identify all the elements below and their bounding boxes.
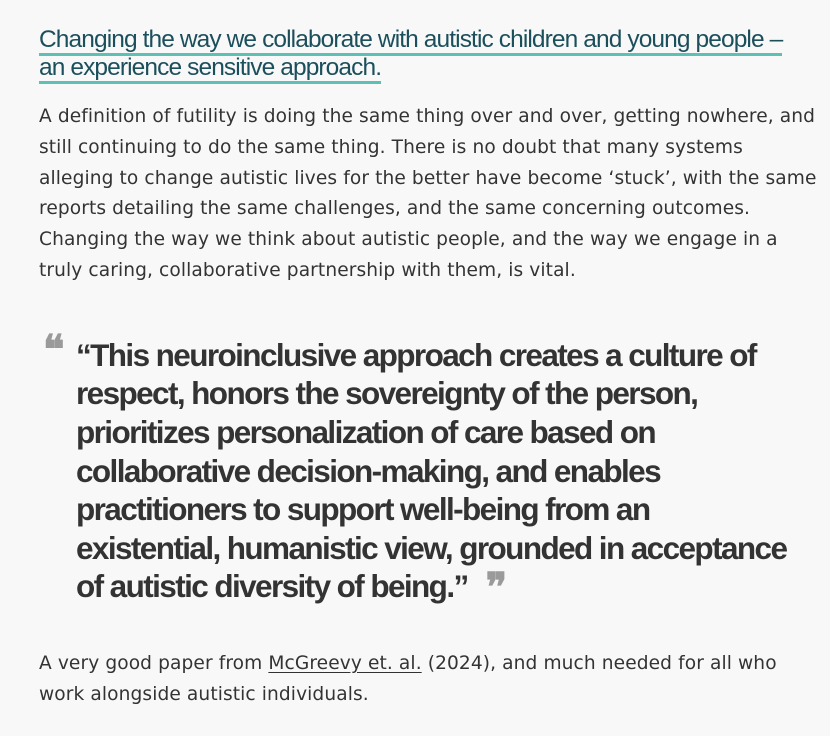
closing-text-after: (2024), and much needed for all who work alongside autistic individuals. xyxy=(39,652,777,705)
heading-link[interactable]: Changing the way we collaborate with autistic children and young people – an experience sensitive approach. xyxy=(39,26,782,84)
article-heading xyxy=(39,26,799,82)
quote-text-block xyxy=(76,336,796,612)
closing-text-before: A very good paper from xyxy=(39,652,269,674)
paper-link[interactable]: McGreevy et. al. xyxy=(268,652,422,674)
open-quote-icon: ❝ xyxy=(43,325,65,373)
quote-text: “This neuroinclusive approach creates a culture of respect, honors the sovereignty of the person, prioritizes personalization of care based on collaborative decision-making, and enables practitioners to support well-being from an existential, humanistic view, grounded in acceptance of autistic diversity of being.” xyxy=(76,336,787,605)
pull-quote xyxy=(39,325,796,612)
closing-paragraph xyxy=(39,648,819,710)
article xyxy=(39,26,819,710)
intro-paragraph: A definition of futility is doing the same thing over and over, getting nowhere, and still continuing to do the same thing. There is no doubt that many systems alleging to change autistic lives for the better have become ‘stuck’, with the same reports detailing the same challenges, and the same concerning outcomes. Changing the way we think about autistic people, and the way we engage in a truly caring, collaborative partnership with them, is vital. xyxy=(39,106,817,281)
close-quote-icon: ❞ xyxy=(485,564,508,612)
